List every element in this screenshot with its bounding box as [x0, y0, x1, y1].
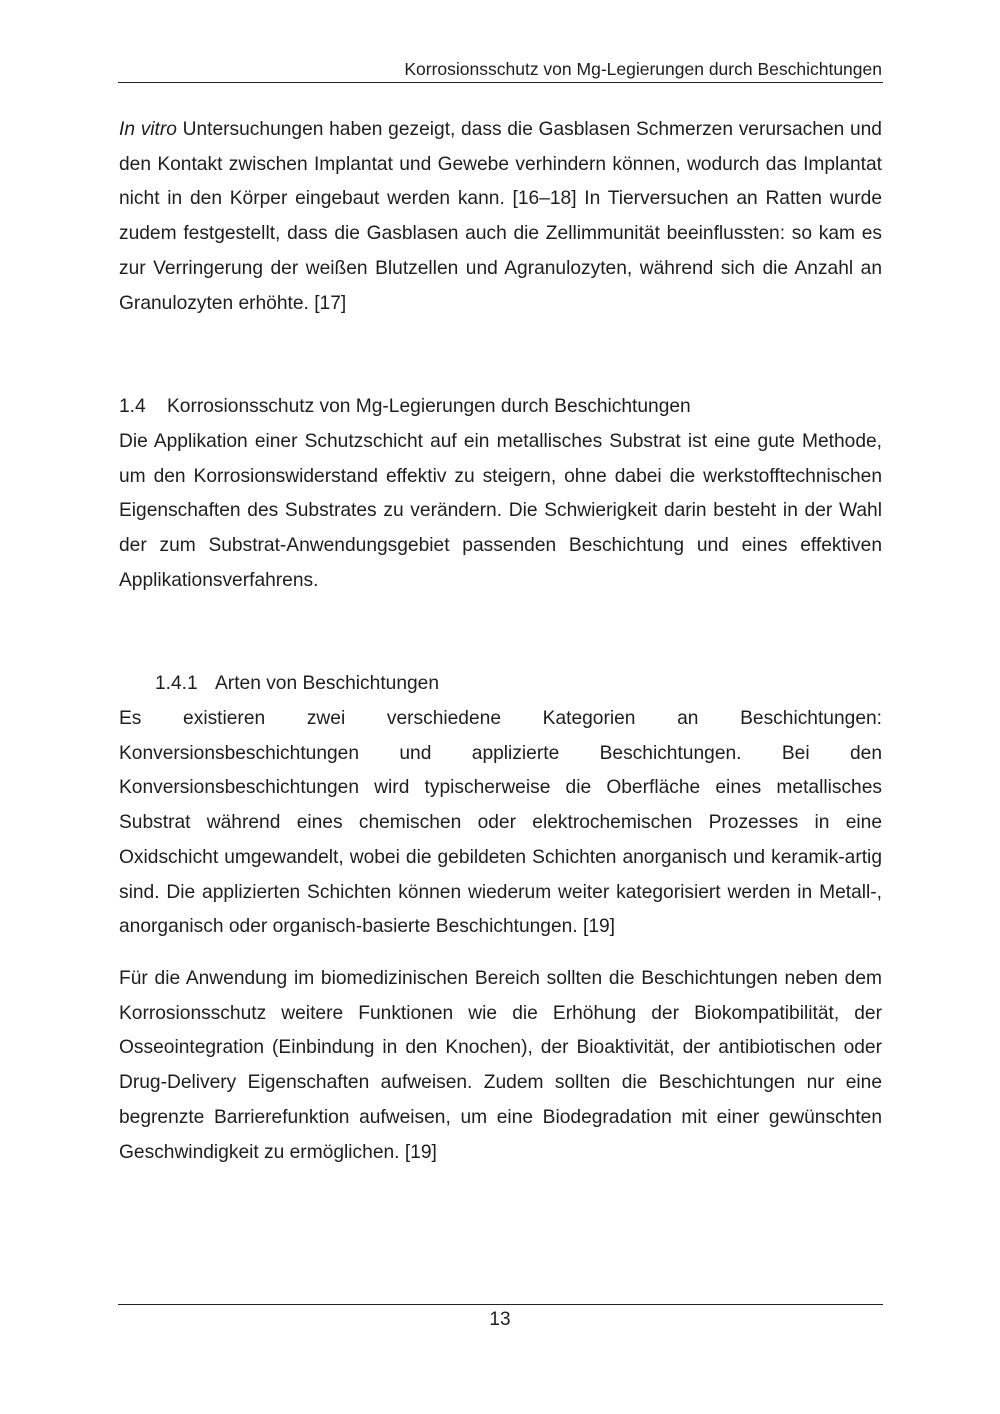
page-number: 13 — [489, 1309, 511, 1330]
paragraph-protective-layer: Die Applikation einer Schutzschicht auf ein metallisches Substrat ist eine gute Methode, um den Korrosionswiderstand effektiv zu steigern, ohne dabei die werkstofftechnischen Eigenschaften des Substrates zu verändern. Die Schwierigkeit darin besteht in der Wahl der zum Substrat-Anwendungsgebiet passenden Beschichtung und eines effektiven Applikationsverfahrens. — [119, 431, 882, 591]
section-heading-1-4-1 — [155, 670, 439, 698]
section-title: Korrosionsschutz von Mg-Legierungen durch Beschichtungen — [167, 396, 691, 417]
footer-rule — [118, 1304, 883, 1305]
section-number: 1.4.1 — [155, 673, 198, 694]
section-title: Arten von Beschichtungen — [215, 673, 440, 694]
section-heading-1-4 — [119, 393, 691, 421]
section-number: 1.4 — [119, 396, 146, 417]
italic-term: In vitro — [119, 119, 177, 140]
running-header: Korrosionsschutz von Mg-Legierungen durch Beschichtungen — [404, 59, 882, 79]
paragraph-coating-types: Es existieren zwei verschiedene Kategorien an Beschichtungen: Konversionsbeschichtungen und applizierte Beschichtungen. Bei den Konversionsbeschichtungen wird typischerweise die Oberfläche eines metallisches Substrat während eines chemischen oder elektrochemischen Prozesses in eine Oxidschicht umgewandelt, wobei die gebildeten Schichten anorganisch und keramik-artig sind. Die applizierten Schichten können wiederum weiter kategorisiert werden in Metall-, anorganisch oder organisch-basierte Beschichtungen. [19] — [119, 708, 882, 938]
paragraph-text: Untersuchungen haben gezeigt, dass die Gasblasen Schmerzen verursachen und den Kontakt zwischen Implantat und Gewebe verhindern können, wodurch das Implantat nicht in den Körper eingebaut werden kann. [16–18] In Tierversuchen an Ratten wurde zudem festgestellt, dass die Gasblasen auch die Zellimmunität beeinflussten: so kam es zur Verringerung der weißen Blutzellen und Agranulozyten, während sich die Anzahl an Granulozyten erhöhte. [17] — [119, 119, 882, 314]
header-rule — [118, 82, 883, 83]
paragraph-gas-bubbles — [119, 113, 882, 321]
paragraph-biomedical-requirements: Für die Anwendung im biomedizinischen Bereich sollten die Beschichtungen neben dem Korrosionsschutz weitere Funktionen wie die Erhöhung der Biokompatibilität, der Osseointegration (Einbindung in den Knochen), der Bioaktivität, der antibiotischen oder Drug-Delivery Eigenschaften aufweisen. Zudem sollten die Beschichtungen nur eine begrenzte Barrierefunktion aufweisen, um eine Biodegradation mit einer gewünschten Geschwindigkeit zu ermöglichen. [19] — [119, 968, 882, 1163]
